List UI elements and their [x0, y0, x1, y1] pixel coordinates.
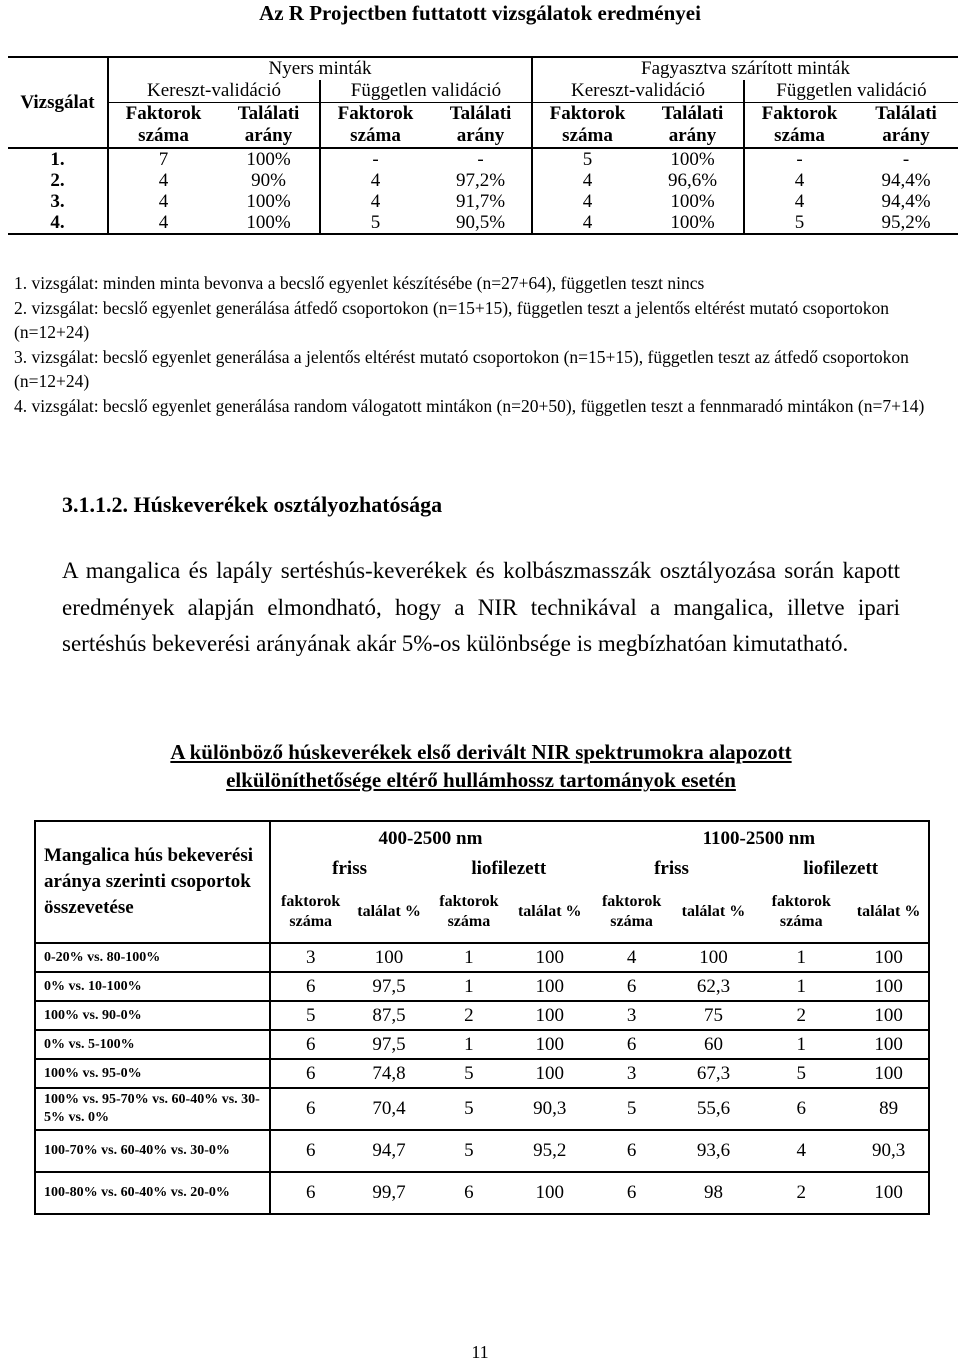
table-cell: 74,8 — [350, 1059, 428, 1088]
table-cell: 1 — [753, 972, 849, 1001]
row-label: 3. — [50, 191, 65, 212]
validation-header: Független validáció — [320, 80, 532, 103]
section-heading: 3.1.1.2. Húskeverékek osztályozhatósága — [62, 492, 443, 517]
table-cell: - — [320, 148, 430, 170]
note: 1. vizsgálat: minden minta bevonva a becslő egyenlet készítésébe (n=27+64), független teszt nincs — [14, 273, 705, 293]
sub-header: Faktorok száma — [744, 103, 854, 149]
row-label: 100% vs. 90-0% — [35, 1001, 270, 1030]
table-cell: 100 — [510, 1030, 590, 1059]
validation-header: Kereszt-validáció — [532, 80, 744, 103]
table-cell: 100 — [849, 972, 929, 1001]
sub-header: Találati arány — [661, 103, 724, 146]
table-cell: 6 — [753, 1088, 849, 1130]
group-header: Fagyasztva szárított minták — [532, 57, 958, 80]
note: 2. vizsgálat: becslő egyenlet generálása átfedő csoportokon (n=15+15), független teszt a jelentős eltérést mutató csoportokon (n=12+24) — [14, 297, 890, 342]
classification-table — [34, 820, 930, 1215]
table-cell: 89 — [849, 1088, 929, 1130]
table-cell: 5 — [320, 212, 430, 234]
validation-header: Kereszt-validáció — [108, 80, 320, 103]
table-cell: 100 — [510, 1059, 590, 1088]
table-cell: 100% — [642, 148, 744, 170]
note: 4. vizsgálat: becslő egyenlet generálása random válogatott mintákon (n=20+50), független teszt a fennmaradó mintákon (n=7+14) — [14, 395, 925, 416]
table-cell: 6 — [270, 1059, 350, 1088]
page-number: 11 — [471, 1342, 489, 1362]
table-cell: 100% — [670, 191, 715, 212]
table-cell: 4 — [108, 170, 218, 191]
table-cell: 6 — [270, 972, 350, 1001]
table-cell: 5 — [428, 1059, 510, 1088]
table-cell: 4 — [532, 212, 642, 234]
sub-header: Találati arány — [237, 103, 300, 146]
table-cell: 94,4% — [881, 170, 931, 191]
table-cell: - — [430, 148, 532, 170]
state-header: liofilezett — [803, 858, 879, 879]
table-cell: 97,2% — [455, 170, 506, 191]
table-cell: 100 — [510, 943, 590, 972]
table-cell: 1 — [428, 972, 510, 1001]
table-cell: 67,3 — [674, 1059, 754, 1088]
table-cell: 55,6 — [674, 1088, 754, 1130]
sub-header: Találati arány — [875, 103, 937, 146]
sub-header: Találati arány — [449, 103, 512, 146]
table-cell: 96,6% — [667, 170, 718, 191]
table-cell: 5 — [753, 1059, 849, 1088]
sub-header: találat % — [674, 882, 754, 943]
table-cell: 100% — [218, 148, 320, 170]
table-cell: 5 — [428, 1130, 510, 1172]
sub-header: Faktorok száma — [532, 103, 642, 149]
table-cell: 2 — [428, 1001, 510, 1030]
sub-header: találat % — [350, 882, 428, 943]
table-cell: 4 — [532, 170, 642, 191]
state-header: friss — [332, 858, 367, 879]
table-cell: 5 — [270, 1001, 350, 1030]
sub-header: faktorok száma — [590, 882, 674, 943]
table-cell: 90,3 — [510, 1088, 590, 1130]
row-label: 2. — [50, 170, 65, 191]
table-cell: 5 — [532, 148, 642, 170]
table-cell: 70,4 — [350, 1088, 428, 1130]
row-label: 100% vs. 95-70% vs. 60-40% vs. 30-5% vs. 0% — [35, 1088, 270, 1130]
state-header: friss — [654, 858, 689, 879]
table-cell: 90,5% — [430, 212, 532, 234]
sub-header: faktorok száma — [753, 882, 849, 943]
row-header: Mangalica hús bekeverési aránya szerinti csoportok összevetése — [35, 821, 270, 943]
table-cell: 5 — [428, 1088, 510, 1130]
table-cell: 87,5 — [350, 1001, 428, 1030]
table-cell: 4 — [753, 1130, 849, 1172]
table-cell: 97,5 — [350, 972, 428, 1001]
table-cell: 100 — [849, 1059, 929, 1088]
table-cell: 100 — [510, 1001, 590, 1030]
table-cell: 60 — [674, 1030, 754, 1059]
range-header: 1100-2500 nm — [702, 828, 816, 849]
table-cell: 4 — [320, 191, 430, 212]
table-cell: 4 — [108, 212, 218, 234]
row-header: Vizsgálat — [8, 57, 108, 148]
caption-line: A különböző húskeverékek első derivált NIR spektrumokra alapozott — [170, 740, 792, 764]
table-cell: 6 — [270, 1130, 350, 1172]
table-cell: 91,7% — [455, 191, 506, 212]
table-cell: 1 — [753, 1030, 849, 1059]
table-cell: 6 — [590, 1172, 674, 1214]
table-cell: 6 — [270, 1030, 350, 1059]
row-label: 1. — [8, 148, 108, 170]
table-cell: 90,3 — [849, 1130, 929, 1172]
group-header: Nyers minták — [108, 57, 532, 80]
state-header: liofilezett — [471, 858, 547, 879]
table-cell: 100% — [246, 191, 291, 212]
table-cell: 100 — [674, 943, 754, 972]
table-cell: 4 — [744, 170, 854, 191]
row-label: 4. — [8, 212, 108, 234]
row-label: 100-70% vs. 60-40% vs. 30-0% — [35, 1130, 270, 1172]
table-cell: 98 — [674, 1172, 754, 1214]
note: 3. vizsgálat: becslő egyenlet generálása a jelentős eltérést mutató csoportokon (n=15+15), független teszt az átfedő csoportokon (n=12+24) — [14, 346, 909, 391]
page-title: Az R Projectben futtatott vizsgálatok eredményei — [259, 1, 701, 25]
table-cell: 93,6 — [674, 1130, 754, 1172]
table-cell: 4 — [532, 191, 642, 212]
table-cell: 5 — [590, 1088, 674, 1130]
table-cell: 94,4% — [881, 191, 931, 212]
table-cell: 3 — [590, 1001, 674, 1030]
table-cell: 95,2 — [510, 1130, 590, 1172]
table-cell: 100 — [849, 943, 929, 972]
results-table — [8, 56, 958, 235]
table-cell: 100 — [849, 1001, 929, 1030]
sub-header: találat % — [510, 882, 590, 943]
table-cell: 62,3 — [674, 972, 754, 1001]
sub-header: találat % — [849, 882, 929, 943]
sub-header: Faktorok száma — [108, 103, 218, 149]
table-cell: 5 — [744, 212, 854, 234]
table-cell: 6 — [428, 1172, 510, 1214]
table-cell: 6 — [590, 972, 674, 1001]
table-cell: 4 — [744, 191, 854, 212]
table-cell: 100 — [849, 1172, 929, 1214]
table-cell: 3 — [270, 943, 350, 972]
table-cell: 75 — [674, 1001, 754, 1030]
table-cell: 97,5 — [350, 1030, 428, 1059]
range-header: 400-2500 nm — [378, 828, 483, 849]
table-cell: 6 — [270, 1088, 350, 1130]
table-cell: 1 — [753, 943, 849, 972]
table-cell: 100 — [510, 1172, 590, 1214]
caption-line: elkülöníthetősége eltérő hullámhossz tartományok esetén — [226, 768, 736, 792]
table-notes — [14, 271, 950, 418]
table-cell: 2 — [753, 1172, 849, 1214]
table-cell: 3 — [590, 1059, 674, 1088]
table-cell: 95,2% — [854, 212, 958, 234]
row-label: 100% vs. 95-0% — [35, 1059, 270, 1088]
row-label: 0-20% vs. 80-100% — [35, 943, 270, 972]
body-paragraph: A mangalica és lapály sertéshús-keverékek és kolbászmasszák osztályozása során kapott eredmények alapján elmondható, hogy a NIR technikával a mangalica, illetve ipari sertéshús bekeverési arányának akár 5%-os különbsége is megbízhatóan kimutatható. — [62, 558, 900, 656]
table-cell: 6 — [590, 1030, 674, 1059]
row-label: 0% vs. 10-100% — [35, 972, 270, 1001]
table-cell: 100 — [350, 943, 428, 972]
table-cell: 100% — [218, 212, 320, 234]
table-cell: 7 — [108, 148, 218, 170]
row-label: 0% vs. 5-100% — [35, 1030, 270, 1059]
row-label: 100-80% vs. 60-40% vs. 20-0% — [35, 1172, 270, 1214]
validation-header: Független validáció — [744, 80, 958, 103]
table-cell: 94,7 — [350, 1130, 428, 1172]
table-cell: 100 — [849, 1030, 929, 1059]
table-cell: 6 — [590, 1130, 674, 1172]
table-cell: 1 — [428, 1030, 510, 1059]
table-cell: 4 — [590, 943, 674, 972]
table-cell: 4 — [320, 170, 430, 191]
sub-header: Faktorok száma — [320, 103, 430, 149]
sub-header: faktorok száma — [428, 882, 510, 943]
table-cell: 4 — [108, 191, 218, 212]
table-cell: 6 — [270, 1172, 350, 1214]
sub-header: faktorok száma — [270, 882, 350, 943]
table-cell: - — [854, 148, 958, 170]
table-cell: 99,7 — [350, 1172, 428, 1214]
table-caption — [62, 738, 900, 794]
table-cell: 2 — [753, 1001, 849, 1030]
table-cell: - — [744, 148, 854, 170]
table-cell: 90% — [251, 170, 286, 191]
table-cell: 100 — [510, 972, 590, 1001]
table-cell: 100% — [642, 212, 744, 234]
table-cell: 1 — [428, 943, 510, 972]
